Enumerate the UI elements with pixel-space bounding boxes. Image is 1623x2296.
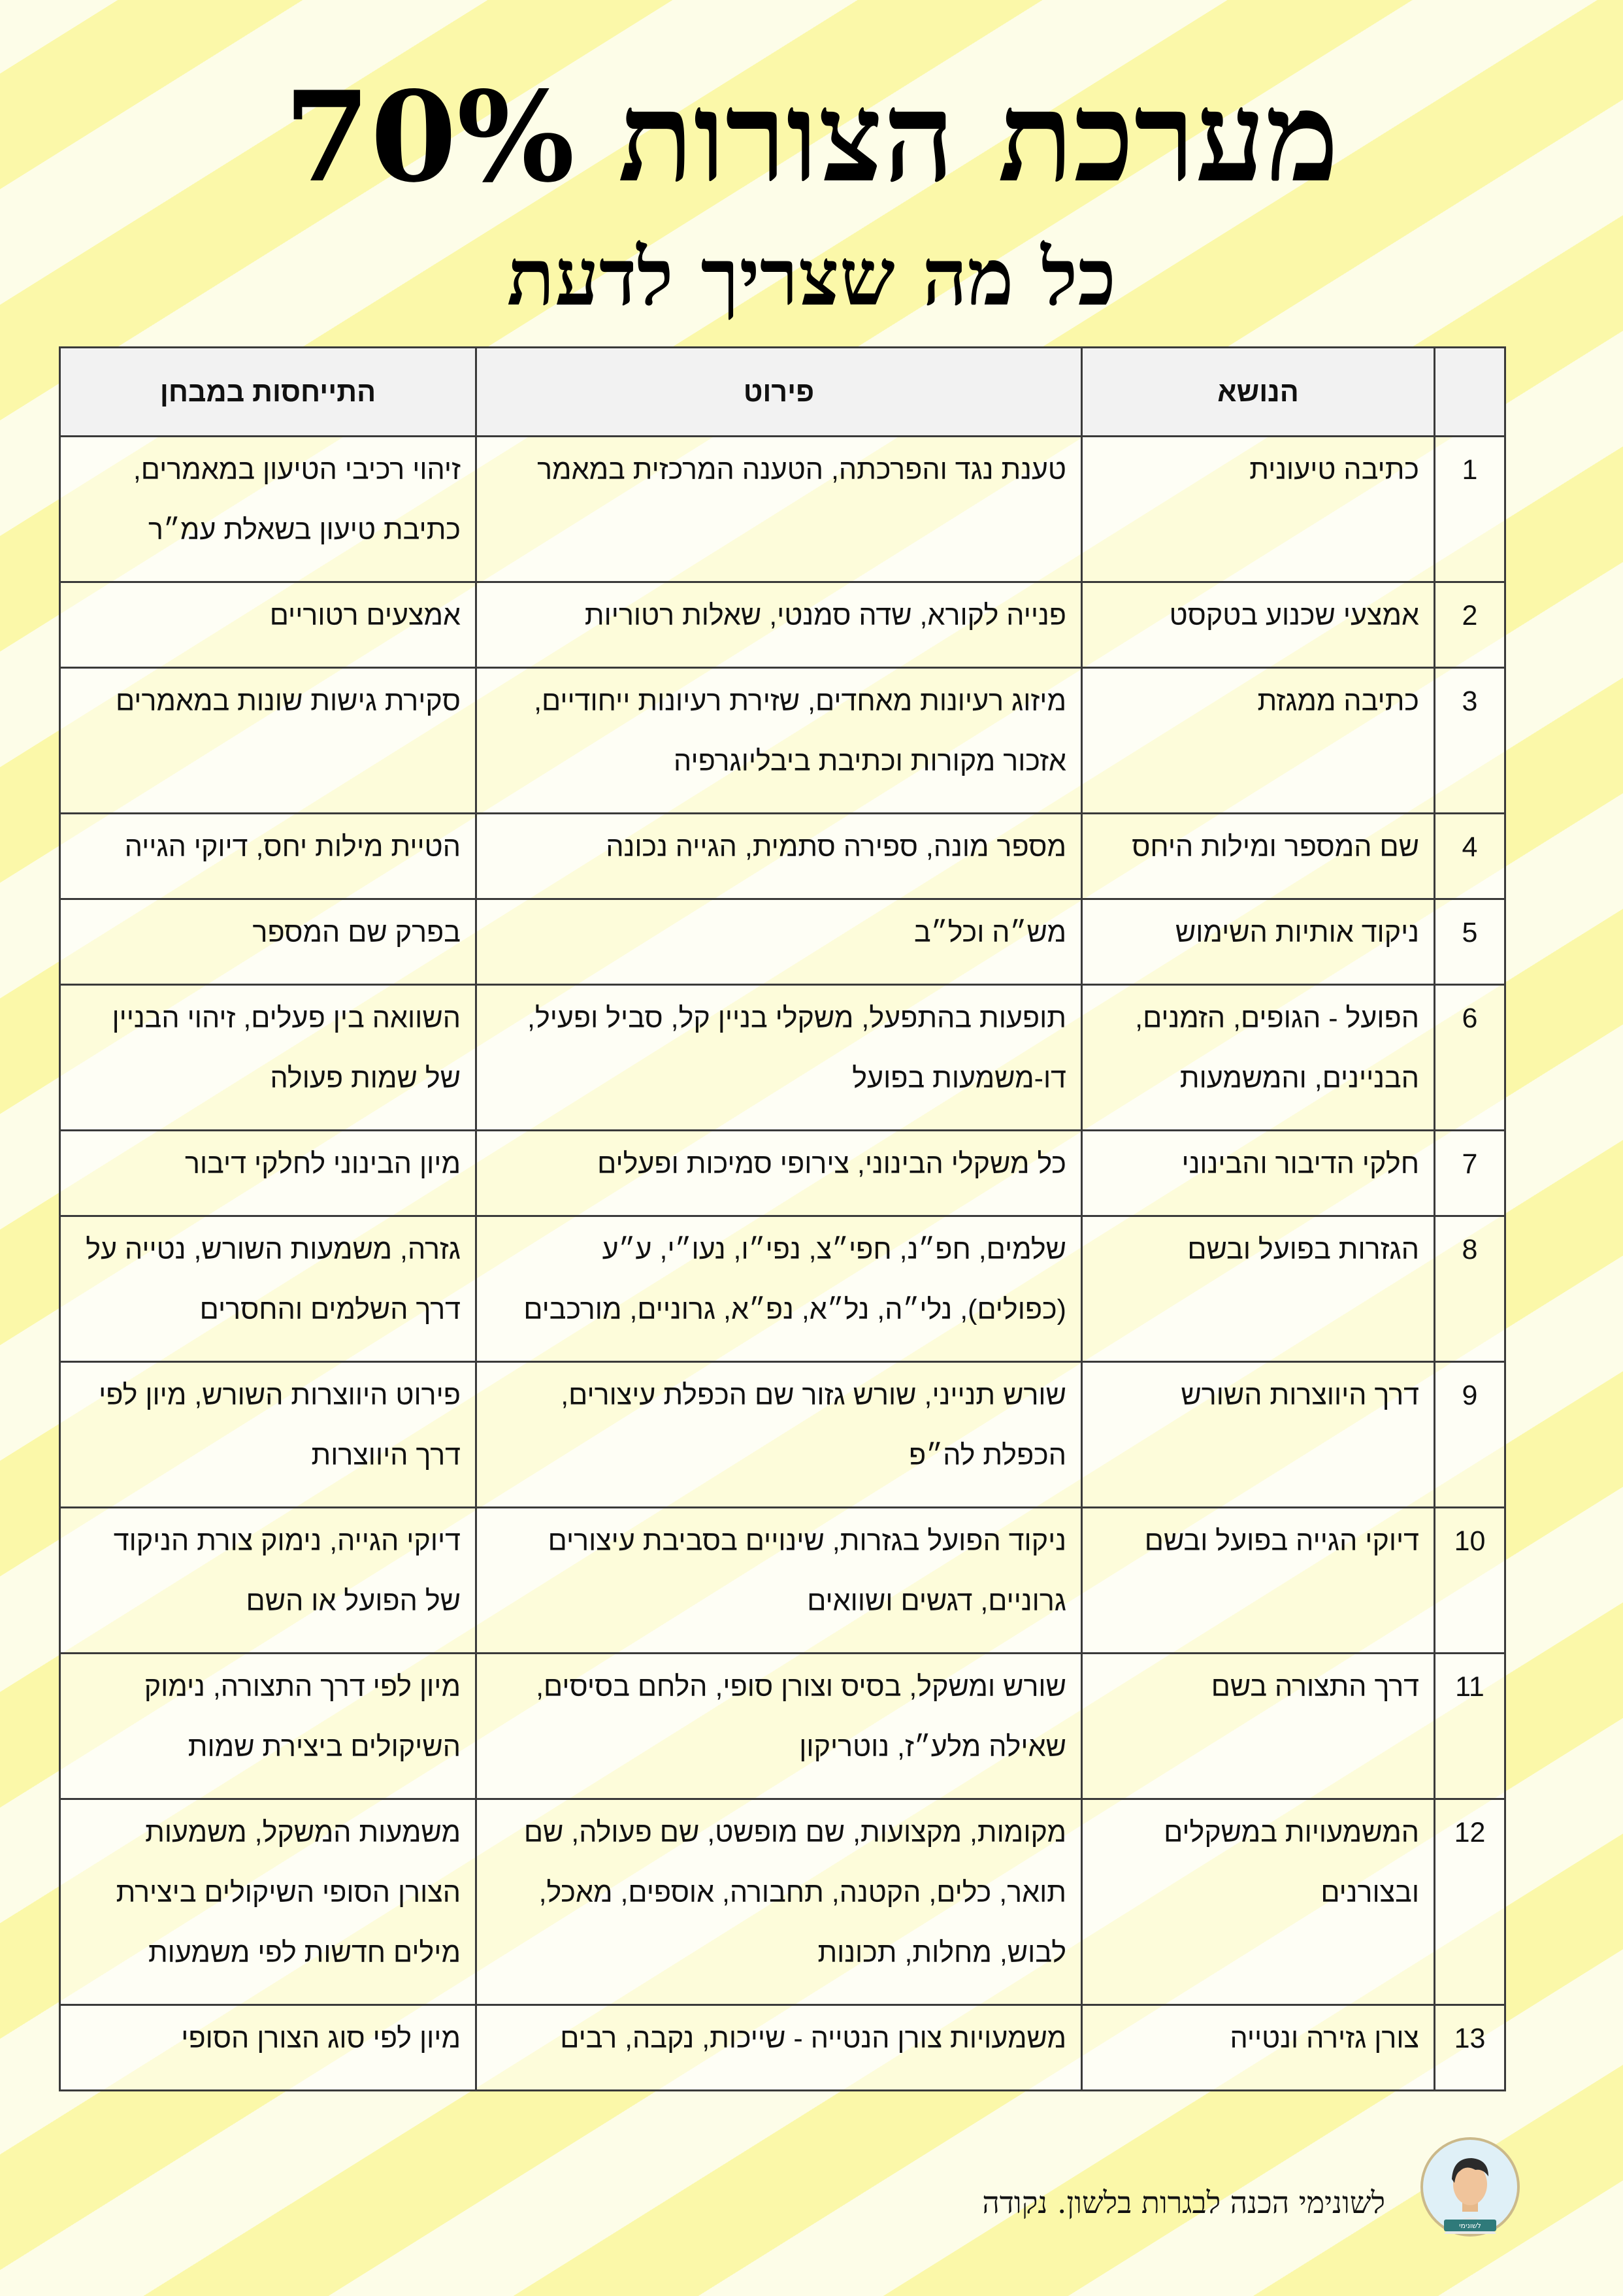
row-detail-cell: מיזוג רעיונות מאחדים, שזירת רעיונות ייחודיים, אזכור מקורות וכתיבת ביבליוגרפיה bbox=[476, 668, 1082, 814]
row-number-cell: 9 bbox=[1435, 1362, 1505, 1508]
logo-avatar-icon bbox=[1418, 2136, 1522, 2240]
row-topic-cell: הפועל - הגופים, הזמנים, הבניינים, והמשמעות bbox=[1082, 985, 1435, 1131]
topics-table-container bbox=[61, 346, 1506, 2091]
topics-table bbox=[59, 346, 1506, 2091]
table-row bbox=[60, 668, 1505, 814]
row-detail-cell: מקומות, מקצועות, שם מופשט, שם פעולה, שם תואר, כלים, הקטנה, תחבורה, אוספים, מאכל, לבוש, מחלות, תכונות bbox=[476, 1799, 1082, 2005]
row-topic-cell: דרך התצורה בשם bbox=[1082, 1654, 1435, 1799]
row-reference-cell: בפרק שם המספר bbox=[60, 899, 476, 985]
row-detail-cell: שלמים, חפ״נ, חפי״צ, נפי״ו, נעו״י, ע״ע (כפולים), נלי״ה, נל״א, נפ״א, גרוניים, מורכבים bbox=[476, 1216, 1082, 1362]
table-row bbox=[60, 1654, 1505, 1799]
row-number-cell: 8 bbox=[1435, 1216, 1505, 1362]
row-reference-cell: סקירת גישות שונות במאמרים bbox=[60, 668, 476, 814]
row-detail-cell: טענת נגד והפרכתה, הטענה המרכזית במאמר bbox=[476, 437, 1082, 582]
row-detail-cell: ניקוד הפועל בגזרות, שינויים בסביבת עיצורים גרוניים, דגשים ושוואים bbox=[476, 1508, 1082, 1654]
row-reference-cell: זיהוי רכיבי הטיעון במאמרים, כתיבת טיעון בשאלת עמ״ר bbox=[60, 437, 476, 582]
row-number-cell: 11 bbox=[1435, 1654, 1505, 1799]
row-number-cell: 13 bbox=[1435, 2005, 1505, 2091]
row-reference-cell: השוואה בין פעלים, זיהוי הבניין של שמות פעולה bbox=[60, 985, 476, 1131]
row-reference-cell: דיוקי הגייה, נימוק צורת הניקוד של הפועל או השם bbox=[60, 1508, 476, 1654]
table-row bbox=[60, 437, 1505, 582]
table-row bbox=[60, 1799, 1505, 2005]
row-reference-cell: מיון לפי סוג הצורן הסופי bbox=[60, 2005, 476, 2091]
row-number-cell: 6 bbox=[1435, 985, 1505, 1131]
row-detail-cell: תופעות בהתפעל, משקלי בניין קל, סביל ופעיל, דו-משמעות בפועל bbox=[476, 985, 1082, 1131]
page-subtitle: כל מה שצריך לדעת bbox=[506, 231, 1117, 324]
row-number-cell: 3 bbox=[1435, 668, 1505, 814]
table-row bbox=[60, 2005, 1505, 2091]
row-reference-cell: פירוט היווצרות השורש, מיון לפי דרך היווצרות bbox=[60, 1362, 476, 1508]
row-detail-cell: משמעויות צורן הנטייה - שייכות, נקבה, רבים bbox=[476, 2005, 1082, 2091]
row-detail-cell: שורש תנייני, שורש גזור שם הכפלת עיצורים, הכפלת לה״פ bbox=[476, 1362, 1082, 1508]
row-detail-cell: כל משקלי הבינוני, צירופי סמיכות ופעלים bbox=[476, 1131, 1082, 1216]
logo-label: לשונימי bbox=[1459, 2221, 1481, 2230]
table-header-row bbox=[60, 348, 1505, 437]
footer-caption: לשונימי הכנה לבגרות בלשון. נקודה bbox=[982, 2185, 1385, 2220]
row-topic-cell: המשמעויות במשקלים ובצורנים bbox=[1082, 1799, 1435, 2005]
row-detail-cell: שורש ומשקל, בסיס וצורן סופי, הלחם בסיסים, שאילה מלע״ז, נוטריקון bbox=[476, 1654, 1082, 1799]
page-title: מערכת הצורות 70% bbox=[284, 64, 1339, 210]
row-topic-cell: צורן גזירה ונטייה bbox=[1082, 2005, 1435, 2091]
row-reference-cell: משמעות המשקל, משמעות הצורן הסופי השיקולים ביצירת מילים חדשות לפי משמעות bbox=[60, 1799, 476, 2005]
row-reference-cell: גזרה, משמעות השורש, נטייה על דרך השלמים והחסרים bbox=[60, 1216, 476, 1362]
row-number-cell: 5 bbox=[1435, 899, 1505, 985]
table-row bbox=[60, 985, 1505, 1131]
row-number-cell: 10 bbox=[1435, 1508, 1505, 1654]
row-number-cell: 12 bbox=[1435, 1799, 1505, 2005]
row-topic-cell: חלקי הדיבור והבינוני bbox=[1082, 1131, 1435, 1216]
row-reference-cell: הטיית מילות יחס, דיוקי הגייה bbox=[60, 814, 476, 899]
table-row bbox=[60, 899, 1505, 985]
table-row bbox=[60, 1362, 1505, 1508]
row-topic-cell: כתיבה טיעונית bbox=[1082, 437, 1435, 582]
table-row bbox=[60, 582, 1505, 668]
header-detail: פירוט bbox=[476, 348, 1082, 437]
row-number-cell: 1 bbox=[1435, 437, 1505, 582]
row-topic-cell: הגזרות בפועל ובשם bbox=[1082, 1216, 1435, 1362]
table-row bbox=[60, 1508, 1505, 1654]
row-reference-cell: מיון הבינוני לחלקי דיבור bbox=[60, 1131, 476, 1216]
table-body bbox=[60, 437, 1505, 2091]
row-topic-cell: ניקוד אותיות השימוש bbox=[1082, 899, 1435, 985]
row-detail-cell: מש״ה וכל״ב bbox=[476, 899, 1082, 985]
header-number bbox=[1435, 348, 1505, 437]
row-reference-cell: מיון לפי דרך התצורה, נימוק השיקולים ביצירת שמות bbox=[60, 1654, 476, 1799]
row-detail-cell: פנייה לקורא, שדה סמנטי, שאלות רטוריות bbox=[476, 582, 1082, 668]
table-row bbox=[60, 814, 1505, 899]
row-detail-cell: מספר מונה, ספירה סתמית, הגייה נכונה bbox=[476, 814, 1082, 899]
row-topic-cell: דיוקי הגייה בפועל ובשם bbox=[1082, 1508, 1435, 1654]
row-number-cell: 7 bbox=[1435, 1131, 1505, 1216]
header-topic: הנושא bbox=[1082, 348, 1435, 437]
row-number-cell: 2 bbox=[1435, 582, 1505, 668]
row-topic-cell: דרך היווצרות השורש bbox=[1082, 1362, 1435, 1508]
header-reference: התייחסות במבחן bbox=[60, 348, 476, 437]
row-topic-cell: אמצעי שכנוע בטקסט bbox=[1082, 582, 1435, 668]
row-topic-cell: שם המספר ומילות היחס bbox=[1082, 814, 1435, 899]
table-row bbox=[60, 1216, 1505, 1362]
row-number-cell: 4 bbox=[1435, 814, 1505, 899]
table-row bbox=[60, 1131, 1505, 1216]
row-topic-cell: כתיבה ממגזת bbox=[1082, 668, 1435, 814]
row-reference-cell: אמצעים רטוריים bbox=[60, 582, 476, 668]
